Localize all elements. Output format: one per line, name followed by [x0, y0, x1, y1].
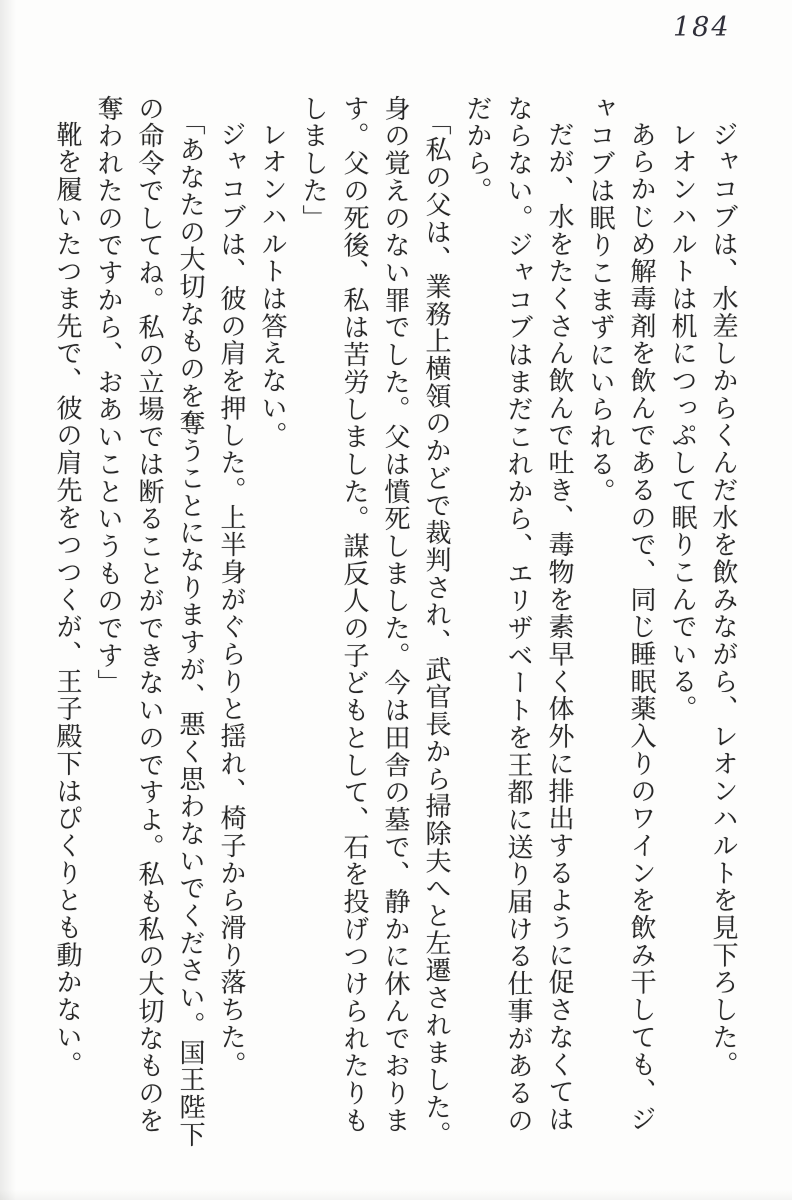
- scan-edge-shadow-left: [0, 0, 16, 1200]
- text-line: だから。: [462, 95, 492, 205]
- text-line: ャコブは眠りこまずにいられる。: [585, 95, 615, 506]
- page-number: 184: [673, 12, 731, 43]
- text-line: 「私の父は、業務上横領のかどで裁判され、武官長から掃除夫へと左遷されました。: [421, 109, 451, 1149]
- scan-edge-shadow-bottom: [0, 1190, 792, 1200]
- text-line: しました」: [298, 95, 328, 232]
- text-line: 「あなたの大切なものを奪うことになりますが、悪く思わないでください。国王陛下: [175, 109, 205, 1149]
- text-line: す。父の死後、私は苦労しました。謀反人の子どもとして、石を投げつけられたりも: [339, 95, 369, 1135]
- text-line: の命令でしてね。私の立場では断ることができないのですよ。私も私の大切なものを: [134, 95, 164, 1135]
- text-line: だが、水をたくさん飲んで吐き、毒物を素早く体外に排出するように促さなくては: [544, 121, 574, 1133]
- text-line: ジャコブは、彼の肩を押した。上半身がぐらりと揺れ、椅子から滑り落ちた。: [216, 121, 246, 1079]
- text-line: レオンハルトは答えない。: [257, 121, 287, 450]
- text-line: ならない。ジャコブはまだこれから、エリザベートを王都に送り届ける仕事があるの: [503, 95, 533, 1135]
- text-line: レオンハルトは机につっぷして眠りこんでいる。: [667, 121, 697, 723]
- text-line: あらかじめ解毒剤を飲んであるので、同じ睡眠薬入りのワインを飲み干しても、ジ: [626, 121, 656, 1133]
- vertical-text-block: [46, 95, 743, 1149]
- text-line: 身の覚えのない罪でした。父は憤死しました。今は田舎の墓で、静かに休んでおりま: [380, 95, 410, 1135]
- text-line: 奪われたのですから、おあいこというものです」: [93, 95, 123, 697]
- text-line: 靴を履いたつま先で、彼の肩先をつつくが、王子殿下はぴくりとも動かない。: [52, 121, 82, 1079]
- text-line: ジャコブは、水差しからくんだ水を飲みながら、レオンハルトを見下ろした。: [708, 121, 738, 1079]
